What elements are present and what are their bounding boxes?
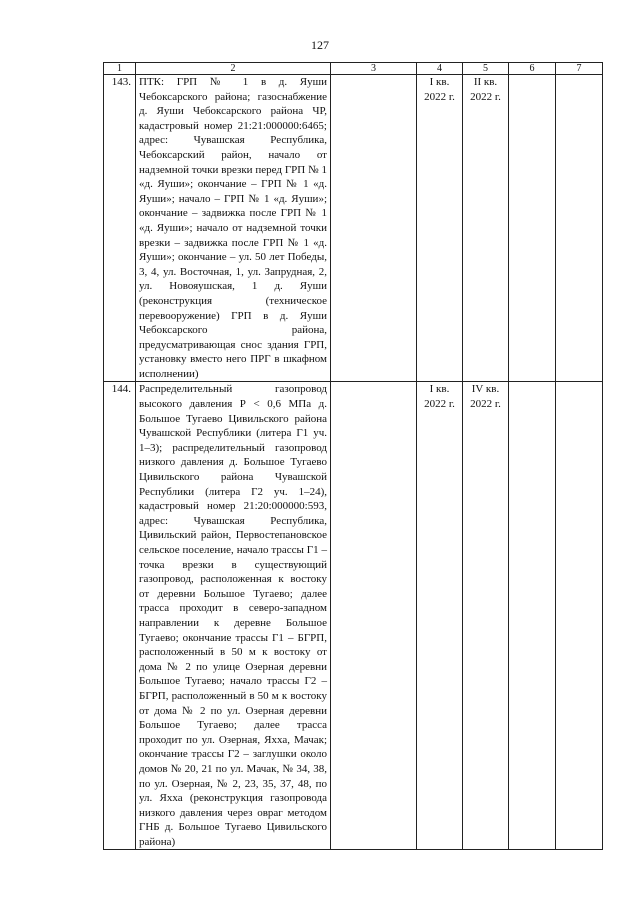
header-cell: 1: [104, 63, 136, 75]
header-cell: 7: [556, 63, 603, 75]
object-description-text: Распределительный газопровод высокого давления Р < 0,6 МПа д. Большое Тугаево Цивильского района Чувашской Республики (литера Г1 уч. 1–3); распределительный газопровод низкого давления д. Большое Тугаево Цивильского района Чувашской Республики (литера Г2 уч. 1–24), кадастровый номер 21:20:000000:593, адрес: Чувашская Республика, Цивильский район, Первостепановское сельское поселение, начало трассы Г1 – точка врезки в существующий газопровод, расположенная к востоку от деревни Большое Тугаево; далее трасса проходит в северо-западном направлении к деревне Большое Тугаево; окончание трассы Г1 – БГРП, расположенный в 50 м к востоку от дома № 2 по улице Озерная деревни Большое Тугаево; начало трассы Г2 – БГРП, расположенный в 50 м к востоку от дома № 2 по ул. Озерная деревни Большое Тугаево; далее трасса проходит по ул. Озерная, Яхха, Мачак; окончание трассы Г2 – заглушки около домов № 20, 21 по ул. Мачак, № 34, 38, по ул. Озерная, № 2, 23, 35, 37, 48, по ул. Яхха (реконструкция газопровода низкого давления через овраг методом ГНБ д. Большое Тугаево Цивильского района): [139, 383, 327, 848]
col6-cell: [509, 75, 556, 382]
registry-table: [103, 62, 603, 850]
row-number: 143.: [104, 75, 136, 382]
end-period: IV кв. 2022 г.: [463, 382, 509, 850]
col6-cell: [509, 382, 556, 850]
object-description-text: ПТК: ГРП № 1 в д. Яуши Чебоксарского района; газоснабжение д. Яуши Чебоксарского района ЧР, кадастровый номер 21:21:000000:6465; адрес: Чувашская Республика, Чебоксарский район, начало от надземной точки врезки перед ГРП № 1 «д. Яуши»; окончание – ГРП № 1 «д. Яуши»; начало – ГРП № 1 «д. Яуши»; окончание – задвижка после ГРП № 1 «д. Яуши»; начало от надземной точки врезки – задвижка после ГРП № 1 «д. Яуши»; окончание – ул. 50 лет Победы, 3, 4, ул. Восточная, 1, ул. Запрудная, 2, ул. Новояушская, 1 д. Яуши (реконструкция (техническое перевооружение) ГРП в д. Яуши Чебоксарского района, предусматривающая снос здания ГРП, установку вместо него ПРГ в шкафном исполнении): [139, 76, 327, 380]
end-period: II кв. 2022 г.: [463, 75, 509, 382]
row-number: 144.: [104, 382, 136, 850]
header-cell: 6: [509, 63, 556, 75]
page-number: 127: [311, 38, 329, 52]
header-cell: 5: [463, 63, 509, 75]
object-description: [136, 75, 331, 382]
col3-cell: [331, 382, 417, 850]
col3-cell: [331, 75, 417, 382]
table-header-row: [104, 63, 603, 75]
header-cell: 3: [331, 63, 417, 75]
col7-cell: [556, 382, 603, 850]
table-row: [104, 382, 603, 850]
table-row: [104, 75, 603, 382]
start-period: I кв. 2022 г.: [417, 75, 463, 382]
col7-cell: [556, 75, 603, 382]
object-description: [136, 382, 331, 850]
header-cell: 2: [136, 63, 331, 75]
header-cell: 4: [417, 63, 463, 75]
start-period: I кв. 2022 г.: [417, 382, 463, 850]
